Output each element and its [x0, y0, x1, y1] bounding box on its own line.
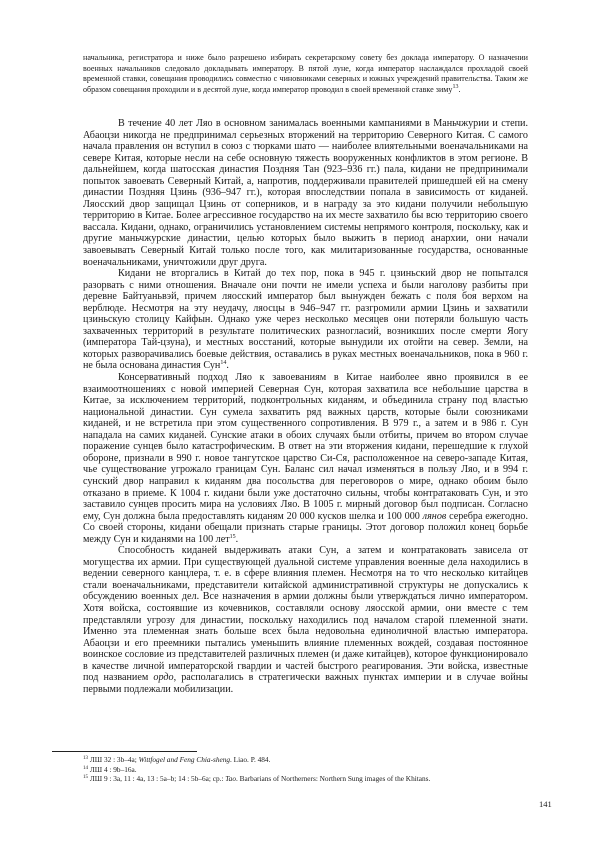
footnote-number: 13 [83, 756, 88, 761]
body-text [83, 118, 528, 695]
footnote-italic: Tao [225, 774, 236, 784]
footnote-text: ЛШ 9 : 3a, 11 : 4a, 13 : 5a–b; 14 : 5b–6a; ср.: [89, 774, 226, 784]
footnote-13 [83, 755, 543, 765]
paragraph-1-text: В течение 40 лет Ляо в основном занималась военными кампаниями в Маньчжурии и степи. Абаоцзи никогда не предпринимал серьезных вторжений на территорию Северного Китая. С самого начала правления он вступил в союз с тюрками шато — наиболее влиятельными военачальниками на севере Китая, которые несли на себе основную тяжесть вооруженных конфликтов в этом регионе. В дальнейшем, когда шатосская династия Поздняя Тан (923–936 гг.) пала, кидани не предпринимали попыток завоевать Северный Китай, а, напротив, поддерживали правителей пришедшей ей на смену династии Поздняя Цзинь (936–947 гг.), которая впоследствии попала в зависимость от киданей. Ляосский двор защищал Цзинь от соперников, и в награду за это кидани получили небольшую территорию в Китае. Более агрессивное государство на их месте захватило бы всю территорию своего вассала. Кидани, однако, ограничились установлением системы непрямого контроля, поскольку, как и другие маньчжурские династии, целью которых было выжить в период анархии, они начали завоевывать Северный Китай только после того, как милитаризованные государства, основанные военачальниками, уничтожили друг друга. [83, 118, 528, 268]
footnote-italic: Wittfogel and Feng Chia-sheng [138, 755, 231, 764]
page-number: 141 [539, 799, 552, 809]
footnote-number: 15 [83, 775, 88, 781]
paragraph-4-text-a: Способность киданей выдерживать атаки Сун, а затем и контратаковать зависела от могущества их армии. При существующей дуальной системе управления военные дела находились в ведении северного канцлера, т. е. в сфере влияния племен. Несмотря на то что несколько китайцев стали военачальниками, представители китайской административной структуры не допускались к обсуждению военных дел. Все назначения в армии должны были утверждаться лично императором. Хотя войска, состоявшие из кочевников, составляли основу ляосской армии, они вместе с тем представляли угрозу для династии, поскольку находились под началом старой племенной знати. Именно эта племенная знать больше всех была недовольна единоличной властью императора. Абаоцзи и его преемники пытались уменьшить влияние племенных вождей, создавая постоянное воинское сословие из представителей различных племен (и даже китайцев), которое функционировало в качестве личной императорской гвардии и частей быстрого реагирования. Эти войска, известные под названием [83, 545, 528, 684]
footnote-separator [52, 751, 197, 752]
footnote-text: . Liao. P. 484. [230, 755, 271, 764]
block-quote [83, 53, 528, 95]
paragraph-3 [83, 372, 528, 545]
italic-term-lyan: лянов [422, 510, 447, 522]
paragraph-3-text-a: Консервативный подход Ляо к завоеваниям в Китае наиболее явно проявился в ее взаимоотношениях с новой империей Северная Сун, которая захватила все небольшие царства в Китае, за исключением территорий, подконтрольных киданям, и объединила страну под властью национальной династии. Сун сумела захватить ряд важных царств, которые были союзниками киданей, и не встретила при этом существенного сопротивления. В 979 г., а затем и в 986 г. Сун нападала на самих киданей. Сунские атаки в обоих случаях были отбиты, причем во втором случае поражение сунцев было катастрофическим. В ответ на эти вторжения кидани, перешедшие к глухой обороне, признали в 990 г. новое тангутское царство Си-Ся, расположенное на северо-западе Китая, чье существование угрожало границам Сун. Баланс сил начал изменяться в пользу Ляо, и в 994 г. сунский двор направил к киданям два посольства для переговоров о мире, однако обоим было отказано в приеме. К 1004 г. кидани были уже достаточно сильны, чтобы контратаковать Сун, и это заставило сунцев просить мира на условиях Ляо. В 1005 г. мирный договор был подписан. Согласно ему, Сун должна была предоставлять киданям 20 000 кусков шелка и 100 000 [83, 372, 528, 522]
footnote-text: ЛШ 32 : 3b–4a; [89, 755, 139, 764]
footnote-15 [83, 774, 543, 784]
paragraph-2-end: . [226, 360, 229, 372]
footnote-text: . Barbarians of Northerners: Northern Sung images of the Khitans. [235, 774, 431, 784]
footnote-ref-15[interactable]: 15 [229, 533, 236, 540]
footnotes [83, 755, 543, 784]
footnote-ref-13[interactable]: 13 [452, 83, 459, 90]
paragraph-4 [83, 545, 528, 695]
paragraph-1 [83, 118, 528, 268]
italic-term-ordo: ордо [153, 672, 174, 684]
paragraph-3-end: . [235, 533, 239, 545]
paragraph-2-text: Кидани не вторгались в Китай до тех пор, пока в 945 г. цзиньский двор не попытался разорвать с ними отношения. Вначале они почти не имели успеха и были наголову разбиты при деревне Байтуаньвэй, причем ляосский император был вынужден бежать с поля боя верхом на верблюде. Несмотря на эту неудачу, ляосцы в 946–947 гг. разгромили армии Цзинь и захватили цзиньскую столицу Кайфын. Однако уже через несколько месяцев они потеряли большую часть захваченных территорий в результате политических разногласий, возникших после смерти Яогу (императора Тай-цзуна), и местных восстаний, которые вынудили их отойти на север. Земли, на которых разворачивались боевые действия, оставались в руках местных военачальников, пока в 960 г. не была основана династия Сун [83, 268, 528, 372]
quote-end: . [458, 84, 461, 94]
footnote-ref-14[interactable]: 14 [220, 360, 227, 367]
footnote-14 [83, 765, 543, 775]
quote-text: начальника, регистратора и ниже было разрешено избирать секретарскому совету без доклада императору. О назначении военных начальников следовало докладывать императору. В пятой луне, когда император наслаждался прохладой своей временной ставки, совещания проводились совместно с чиновниками северных и южных учреждений правительства. Таким же образом совещания проходили и в десятой луне, когда император проводил в своей временной ставке зиму [83, 53, 528, 94]
paragraph-4-text-b: , располагались в стратегически важных пунктах империи и в случае войны первыми подлежали мобилизации. [83, 672, 528, 695]
paragraph-3-text-b: серебра ежегодно. Со своей стороны, кидани обещали признать старые границы. Этот договор положил конец борьбе между Сун и киданями на 100 лет [83, 510, 528, 545]
footnote-text: ЛШ 4 : 9b–16a. [89, 764, 137, 774]
footnote-number: 14 [83, 765, 88, 771]
quote-paragraph [83, 53, 528, 95]
paragraph-2 [83, 268, 528, 372]
